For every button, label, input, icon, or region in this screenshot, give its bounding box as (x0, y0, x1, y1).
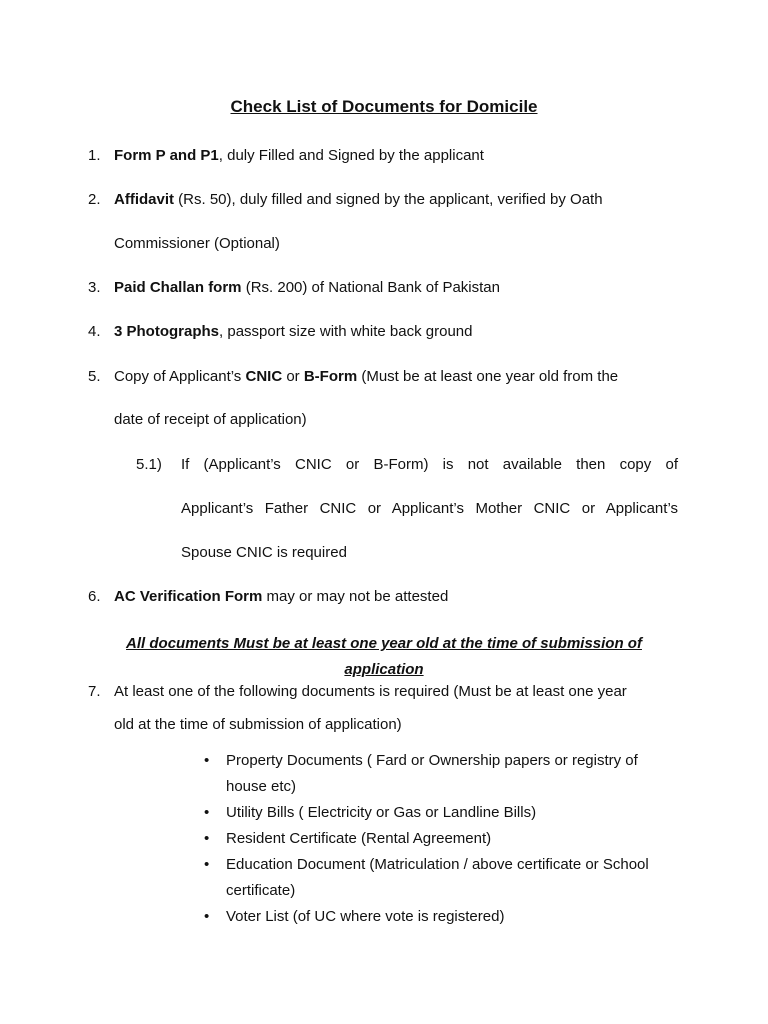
item-text: may or may not be attested (262, 588, 449, 605)
item-text: or (282, 368, 304, 385)
sub-item-line-1: If (Applicant’s CNIC or B-Form) is not available then copy of (181, 456, 678, 473)
bullet-icon: • (204, 804, 210, 821)
item-bold-cnic: CNIC (245, 368, 283, 385)
bullet-item (204, 904, 674, 930)
item-bold-text: AC Verification Form (114, 588, 263, 605)
bullet-item (204, 826, 674, 852)
item-7-continuation: old at the time of submission of application) (114, 716, 402, 733)
sub-item-number: 5.1) (136, 456, 162, 473)
item-text: At least one of the following documents is required (Must be at least one year (114, 683, 627, 700)
bullet-text: Resident Certificate (Rental Agreement) (226, 830, 492, 847)
item-bold-text: Form P and P1 (114, 147, 219, 164)
sub-item-line-2: Applicant’s Father CNIC or Applicant’s Mother CNIC or Applicant’s (181, 500, 678, 517)
item-bold-text: Paid Challan form (114, 279, 242, 296)
bullet-list (204, 748, 674, 930)
list-item-5 (88, 367, 688, 387)
item-text: Copy of Applicant’s (114, 368, 246, 385)
item-bold-text: 3 Photographs (114, 323, 220, 340)
list-item-3 (88, 278, 688, 298)
item-2-continuation: Commissioner (Optional) (114, 235, 280, 252)
item-5-continuation: date of receipt of application) (114, 411, 307, 428)
item-number: 4. (88, 323, 101, 340)
bullet-text: Education Document (Matriculation / above certificate or School certificate) (226, 856, 649, 899)
bullet-icon: • (204, 856, 210, 873)
notice-line-2: application (344, 661, 424, 678)
page-title: Check List of Documents for Domicile (230, 97, 538, 116)
list-item-4 (88, 322, 688, 342)
bullet-item (204, 852, 674, 904)
list-item-2 (88, 190, 688, 210)
item-bold-bform: B-Form (303, 368, 358, 385)
item-text: (Must be at least one year old from the (357, 368, 619, 385)
item-number: 2. (88, 191, 101, 208)
bullet-icon: • (204, 830, 210, 847)
bullet-item (204, 748, 674, 800)
item-number: 7. (88, 683, 101, 700)
notice-text (100, 631, 668, 683)
bullet-item (204, 800, 674, 826)
sub-item-line-3: Spouse CNIC is required (181, 544, 347, 561)
item-number: 1. (88, 147, 101, 164)
item-text: , passport size with white back ground (219, 323, 473, 340)
bullet-text: Voter List (of UC where vote is registered) (226, 908, 505, 925)
item-number: 3. (88, 279, 101, 296)
item-number: 5. (88, 368, 101, 385)
list-item-6 (88, 587, 688, 607)
item-text: (Rs. 50), duly filled and signed by the applicant, verified by Oath (174, 191, 603, 208)
notice-line-1: All documents Must be at least one year old at the time of submission of (126, 635, 642, 652)
item-bold-text: Affidavit (114, 191, 174, 208)
bullet-icon: • (204, 752, 210, 769)
list-item-1 (88, 146, 688, 166)
item-text: , duly Filled and Signed by the applicant (218, 147, 484, 164)
item-number: 6. (88, 588, 101, 605)
bullet-text: Property Documents ( Fard or Ownership papers or registry of house etc) (226, 752, 638, 795)
bullet-text: Utility Bills ( Electricity or Gas or Landline Bills) (226, 804, 537, 821)
item-text: (Rs. 200) of National Bank of Pakistan (241, 279, 500, 296)
list-item-7 (88, 682, 688, 702)
bullet-icon: • (204, 908, 210, 925)
